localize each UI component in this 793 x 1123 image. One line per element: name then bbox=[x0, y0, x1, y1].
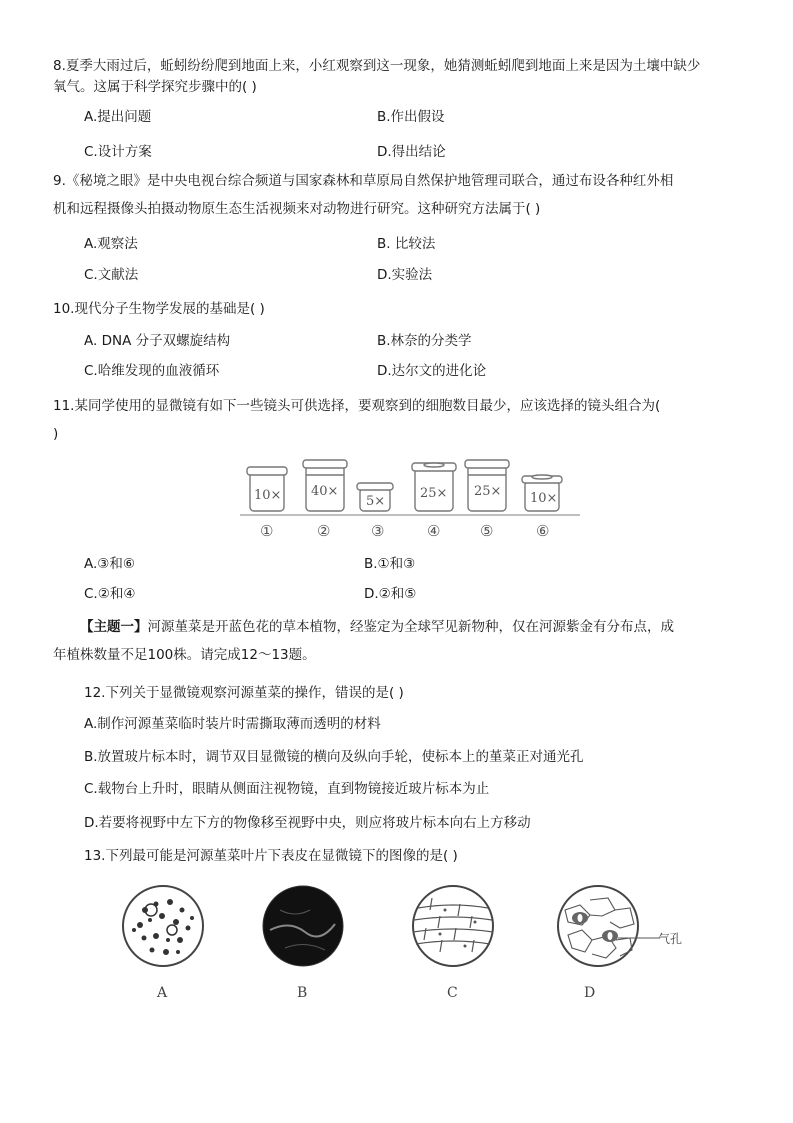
q13-stem: 13.下列最可能是河源堇菜叶片下表皮在显微镜下的图像的是( ) bbox=[84, 848, 458, 864]
q8-stem-line2: 氧气。这属于科学探究步骤中的( ) bbox=[53, 79, 257, 95]
lens-3-mag: 5× bbox=[366, 494, 386, 509]
lens-5-mag: 25× bbox=[474, 484, 502, 499]
theme-text: 河源堇菜是开蓝色花的草本植物，经鉴定为全球罕见新物种，仅在河源紫金有分布点，成 bbox=[147, 619, 674, 635]
stoma-label: 气孔 bbox=[658, 932, 683, 946]
view-b-label: B bbox=[297, 985, 308, 1001]
view-c-icon bbox=[413, 886, 493, 966]
lens-1-number: ① bbox=[260, 522, 274, 540]
q11-stem-line1: 11.某同学使用的显微镜有如下一些镜头可供选择，要观察到的细胞数目最少，应该选择的镜头组合为( bbox=[53, 398, 661, 414]
lens-3-number: ③ bbox=[371, 522, 385, 540]
view-a-icon bbox=[123, 886, 203, 966]
q8-option-d: D.得出结论 bbox=[377, 144, 446, 160]
q9-option-c: C.文献法 bbox=[84, 267, 139, 283]
q8-option-b: B.作出假设 bbox=[377, 109, 445, 125]
q11-stem-line2: ) bbox=[53, 426, 59, 442]
view-a-label: A bbox=[157, 985, 168, 1001]
q12-stem: 12.下列关于显微镜观察河源堇菜的操作，错误的是( ) bbox=[84, 685, 404, 701]
q10-option-d: D.达尔文的进化论 bbox=[377, 363, 487, 379]
q10-stem: 10.现代分子生物学发展的基础是( ) bbox=[53, 301, 265, 317]
theme-intro-line2: 年植株数量不足100株。请完成12～13题。 bbox=[53, 647, 316, 663]
lens-2-mag: 40× bbox=[311, 484, 339, 499]
lens-4-mag: 25× bbox=[420, 486, 448, 501]
lens-1-mag: 10× bbox=[254, 488, 282, 503]
q11-option-b: B.①和③ bbox=[364, 556, 416, 572]
lens-2-number: ② bbox=[317, 522, 331, 540]
q12-option-d: D.若要将视野中左下方的物像移至视野中央，则应将玻片标本向右上方移动 bbox=[84, 815, 531, 831]
q10-option-c: C.哈维发现的血液循环 bbox=[84, 363, 220, 379]
q11-option-a: A.③和⑥ bbox=[84, 556, 135, 572]
lens-6-mag: 10× bbox=[530, 491, 558, 506]
q12-option-a: A.制作河源堇菜临时装片时需撕取薄而透明的材料 bbox=[84, 716, 381, 732]
q9-option-d: D.实验法 bbox=[377, 267, 433, 283]
lens-6-number: ⑥ bbox=[536, 522, 550, 540]
q9-stem-line2: 机和远程摄像头拍摄动物原生态生活视频来对动物进行研究。这种研究方法属于( ) bbox=[53, 201, 541, 217]
theme-bracket: 【主题一】 bbox=[80, 619, 148, 635]
q8-option-a: A.提出问题 bbox=[84, 109, 152, 125]
view-d-label: D bbox=[584, 985, 596, 1001]
lens-figure bbox=[240, 455, 580, 545]
lens-5-number: ⑤ bbox=[480, 522, 494, 540]
q9-option-a: A.观察法 bbox=[84, 236, 138, 252]
q12-option-c: C.载物台上升时，眼睛从侧面注视物镜，直到物镜接近玻片标本为止 bbox=[84, 781, 490, 797]
q11-option-d: D.②和⑤ bbox=[364, 586, 417, 602]
theme-intro-line1 bbox=[80, 618, 674, 636]
q8-stem-line1: 8.夏季大雨过后，蚯蚓纷纷爬到地面上来，小红观察到这一现象，她猜测蚯蚓爬到地面上来是因为土壤中缺少 bbox=[53, 58, 701, 74]
q10-option-b: B.林奈的分类学 bbox=[377, 333, 472, 349]
lens-4-number: ④ bbox=[427, 522, 441, 540]
q9-stem-line1: 9.《秘境之眼》是中央电视台综合频道与国家森林和草原局自然保护地管理司联合，通过布设各种红外相 bbox=[53, 173, 674, 189]
view-d-icon bbox=[558, 886, 660, 966]
q8-option-c: C.设计方案 bbox=[84, 144, 152, 160]
q11-option-c: C.②和④ bbox=[84, 586, 136, 602]
q12-option-b: B.放置玻片标本时，调节双目显微镜的横向及纵向手轮，使标本上的堇菜正对通光孔 bbox=[84, 749, 584, 765]
view-b-icon bbox=[263, 886, 343, 966]
view-c-label: C bbox=[447, 985, 458, 1001]
microscope-views-figure bbox=[120, 880, 683, 990]
q10-option-a: A. DNA 分子双螺旋结构 bbox=[84, 333, 231, 349]
q9-option-b: B. 比较法 bbox=[377, 236, 436, 252]
